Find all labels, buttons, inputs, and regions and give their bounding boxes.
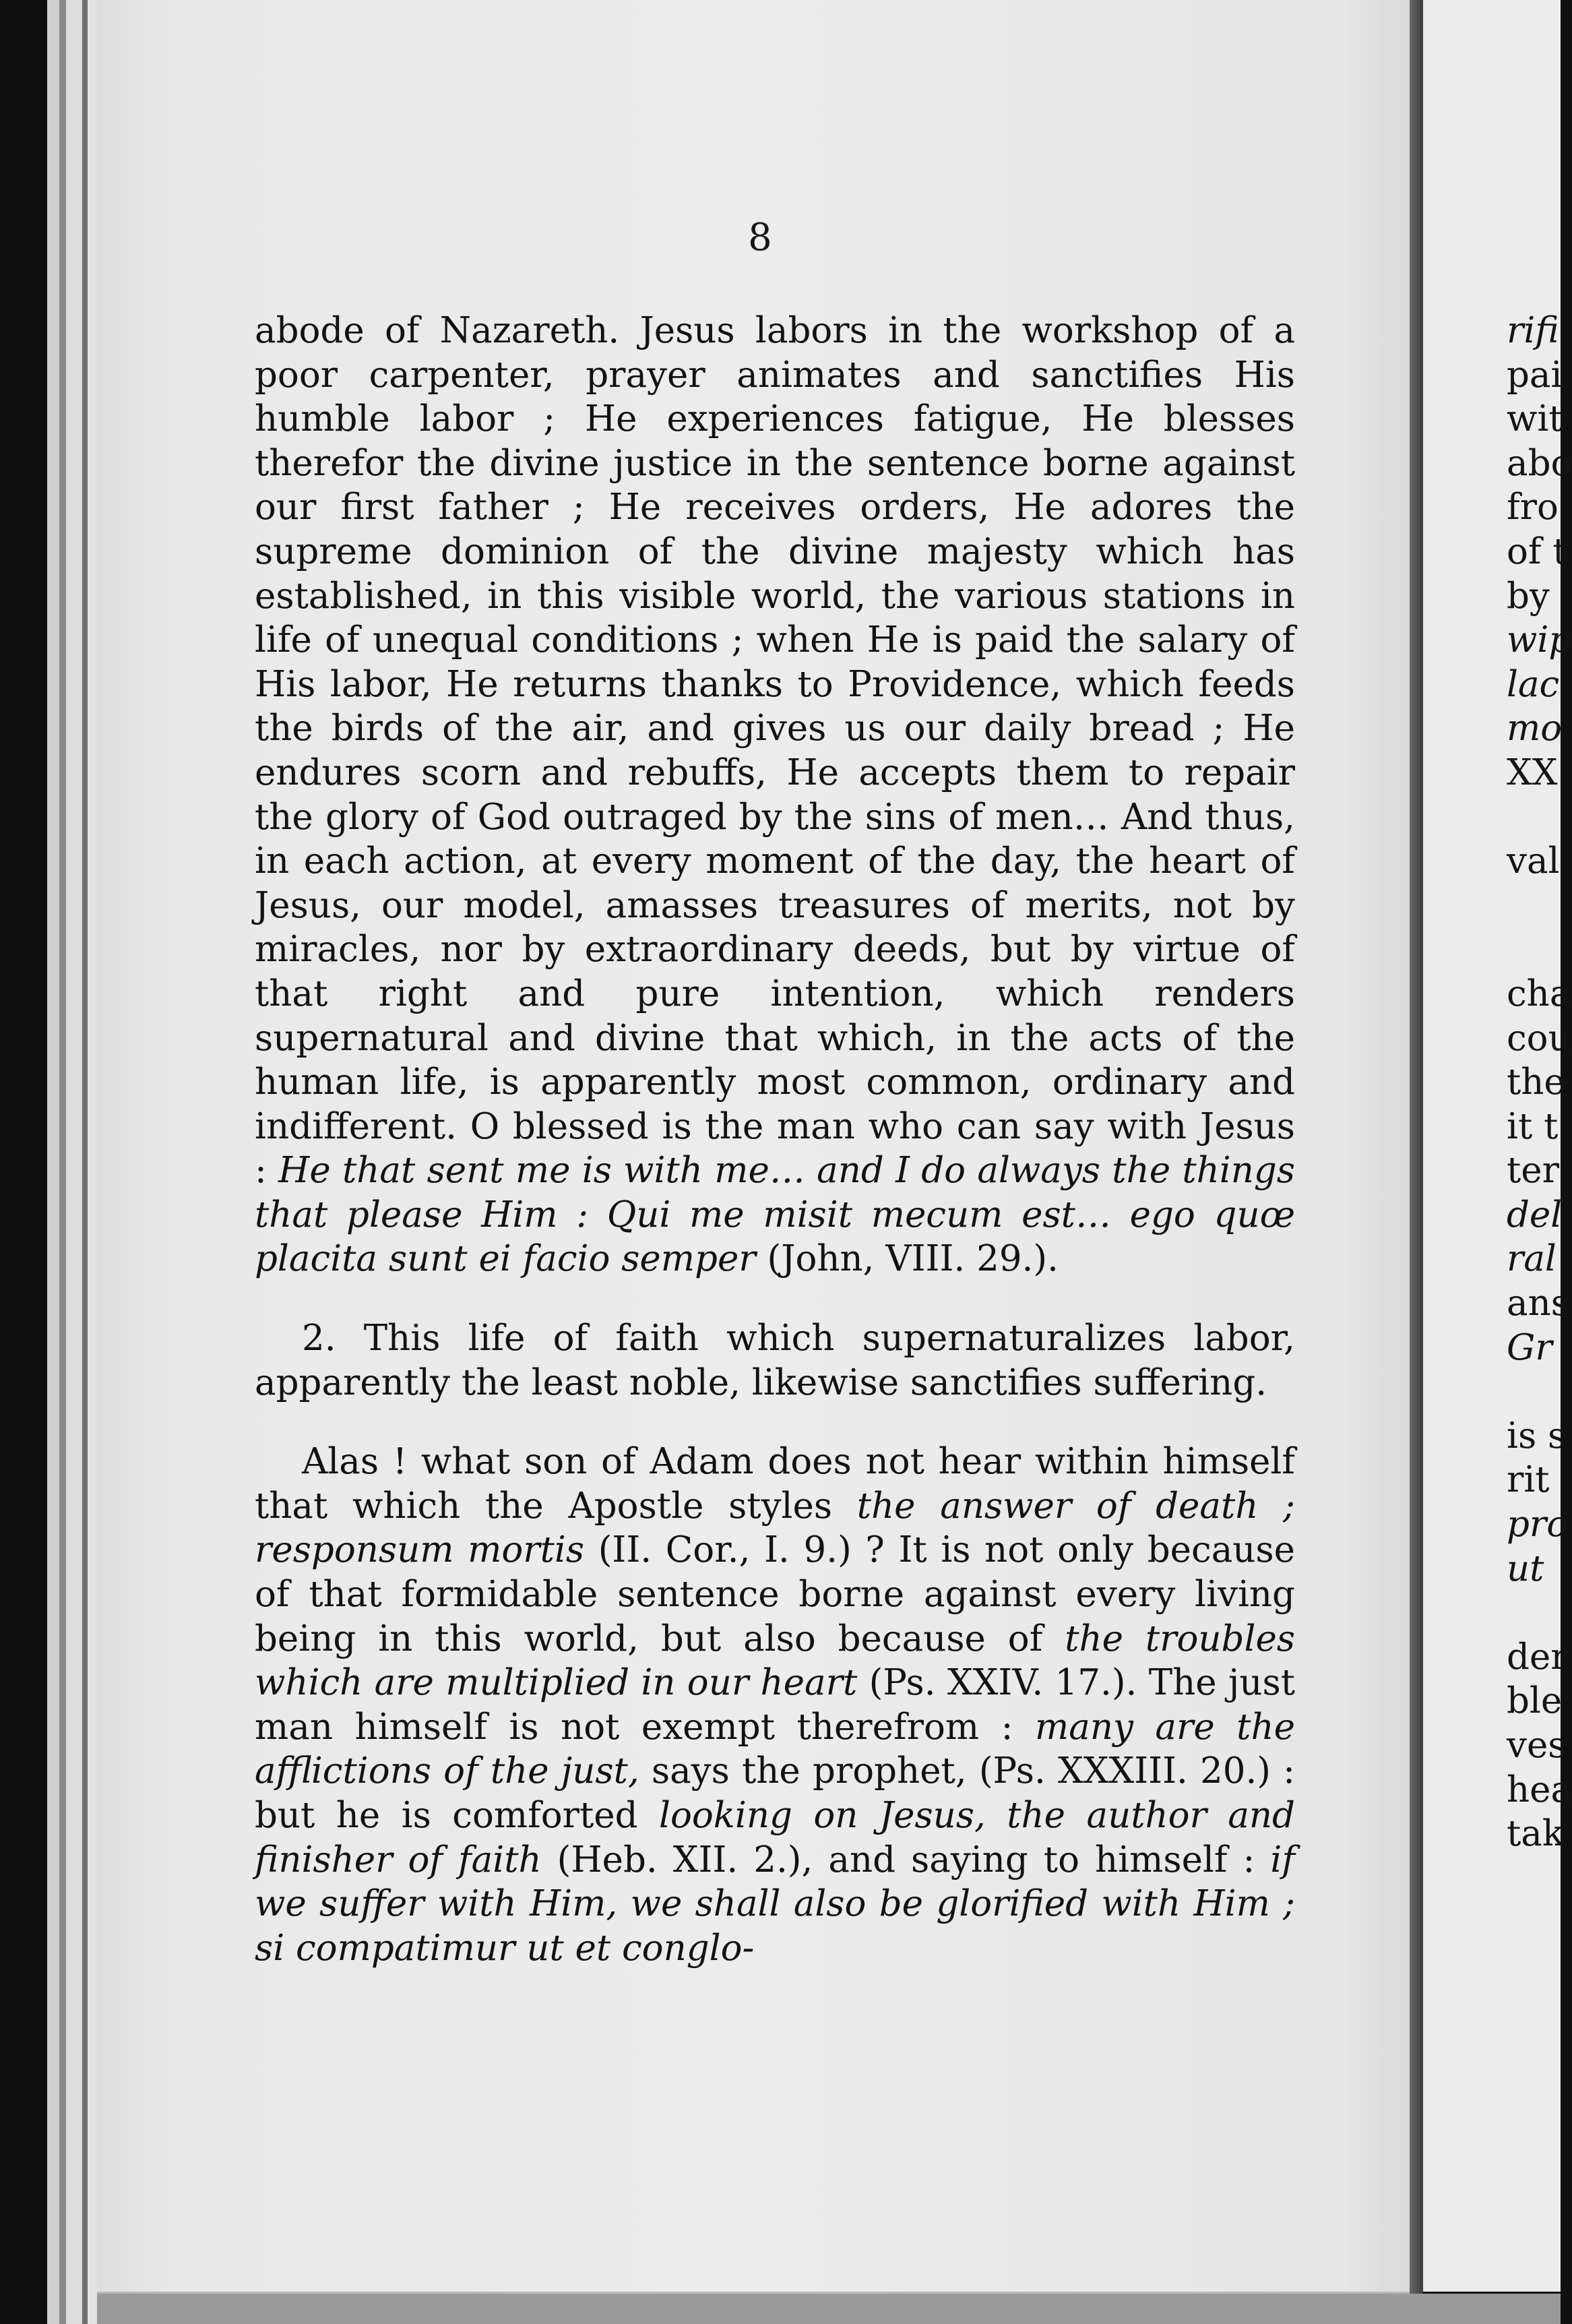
right-page-line-fragment: it t: [1507, 1105, 1559, 1147]
text-run: (Ps. XXIV. 17.). The just man himself is not exempt therefrom :: [255, 1662, 1295, 1748]
right-page-line-fragment: abo: [1507, 442, 1572, 484]
page-edge: [66, 0, 82, 2324]
right-page-line-fragment: rifi: [1507, 310, 1559, 351]
italic-text-run: the answer of death ; responsum mortis: [255, 1485, 1295, 1571]
right-page-line-fragment: rit: [1507, 1459, 1550, 1501]
page-number: 8: [748, 216, 772, 259]
italic-text-run: many are the afflictions of the just,: [255, 1706, 1295, 1792]
right-page-line-fragment: [1507, 884, 1561, 928]
italic-text-run: if we suffer with Him, we shall also be glorified with Him ; si compatimur ut et conglo-: [255, 1839, 1295, 1969]
right-page-line-fragment: [1507, 927, 1561, 972]
right-page-text-fragments: [1507, 309, 1572, 1856]
page-bottom-shadow: [97, 2294, 1561, 2324]
right-page-line-fragment: fro: [1507, 487, 1559, 528]
italic-text-run: looking on Jesus, the author and finisher of faith: [255, 1795, 1295, 1880]
right-page-line-fragment: of t: [1507, 530, 1567, 572]
right-page-line-fragment: tak: [1507, 1813, 1565, 1855]
right-page-line-fragment: ble: [1507, 1680, 1563, 1722]
page-edge: [47, 0, 59, 2324]
right-page-line-fragment: ans: [1507, 1283, 1569, 1324]
right-page-line-fragment: mo: [1507, 708, 1563, 750]
right-page-line-fragment: wit: [1507, 398, 1563, 440]
right-page-line-fragment: XX: [1507, 752, 1558, 793]
right-page-line-fragment: hea: [1507, 1769, 1572, 1810]
italic-text-run: He that sent me is with me… and I do always the things that please Him : Qui me misit mecum est… ego quœ placita sunt ei facio semper: [255, 1150, 1295, 1280]
page-edge: [59, 0, 66, 2324]
paragraph-gap: [255, 1281, 1295, 1316]
right-page-line-fragment: del: [1507, 1194, 1563, 1235]
right-page-line-fragment: cou: [1507, 1017, 1571, 1059]
right-page-line-fragment: by: [1507, 575, 1550, 617]
right-page-line-fragment: val: [1507, 840, 1560, 882]
right-page-line-fragment: ut: [1507, 1548, 1544, 1589]
right-page-line-fragment: ter: [1507, 1150, 1559, 1192]
right-page-line-fragment: Gr: [1507, 1326, 1552, 1368]
body-text: [255, 309, 1295, 1970]
right-page-line-fragment: [1507, 1591, 1561, 1635]
text-run: Alas ! what son of Adam does not hear within himself that which the Apostle styles: [255, 1441, 1295, 1527]
paragraph-gap: [255, 1405, 1295, 1440]
right-page-line-fragment: is s: [1507, 1415, 1567, 1457]
paragraph-1: [255, 309, 1295, 1281]
right-page-line-fragment: ves: [1507, 1725, 1567, 1766]
right-page-line-fragment: the: [1507, 1062, 1565, 1103]
book-gutter: [1410, 0, 1423, 2324]
text-run: abode of Nazareth. Jesus labors in the workshop of a poor carpenter, prayer animates and sanctifies His humble labor ; He experiences fatigue, He blesses therefor the divine justice in the sentence borne against our first father ; He receives orders, He adores the supreme dominion of the divine majesty which has established, in this visible world, the various stations in life of unequal conditions ; when He is paid the salary of His labor, He returns thanks to Providence, which feeds the birds of the air, and gives us our daily bread ; He endures scorn and rebuffs, He accepts them to repair the glory of God outraged by the sins of men… And thus, in each action, at every moment of the day, the heart of Jesus, our model, amasses treasures of merits, not by miracles, nor by extraordinary deeds, but by virtue of that right and pure intention, which renders supernatural and divine that which, in the acts of the human life, is apparently most common, ordinary and indifferent. O blessed is the man who can say with Jesus :: [255, 310, 1295, 1192]
right-page-line-fragment: lac: [1507, 663, 1560, 705]
right-page-line-fragment: wip: [1507, 619, 1572, 661]
italic-text-run: the troubles which are multiplied in our heart: [255, 1618, 1296, 1704]
text-run: says the prophet, (Ps. XXXIII. 20.) : but he is comforted: [255, 1750, 1296, 1836]
right-page-line-fragment: [1507, 795, 1561, 840]
text-run: 2. This life of faith which supernaturalizes labor, apparently the least noble, likewise sanctifies suffering.: [255, 1318, 1295, 1403]
text-run: (John, VIII. 29.).: [755, 1238, 1059, 1280]
text-run: (II. Cor., I. 9.) ? It is not only because of that formidable sentence borne against every living being in this world, but also because of: [255, 1529, 1295, 1659]
right-page-line-fragment: pro: [1507, 1504, 1569, 1546]
right-page-line-fragment: cha: [1507, 973, 1571, 1014]
page-edge: [82, 0, 88, 2324]
paragraph-3: [255, 1440, 1295, 1970]
page-edge: [88, 0, 97, 2324]
paragraph-2: [255, 1316, 1295, 1405]
right-page-line-fragment: pai: [1507, 354, 1563, 396]
right-page-line-fragment: ral: [1507, 1238, 1557, 1280]
right-page-line-fragment: der: [1507, 1636, 1568, 1678]
right-page-line-fragment: [1507, 1370, 1561, 1414]
text-run: (Heb. XII. 2.), and saying to himself :: [541, 1839, 1271, 1880]
